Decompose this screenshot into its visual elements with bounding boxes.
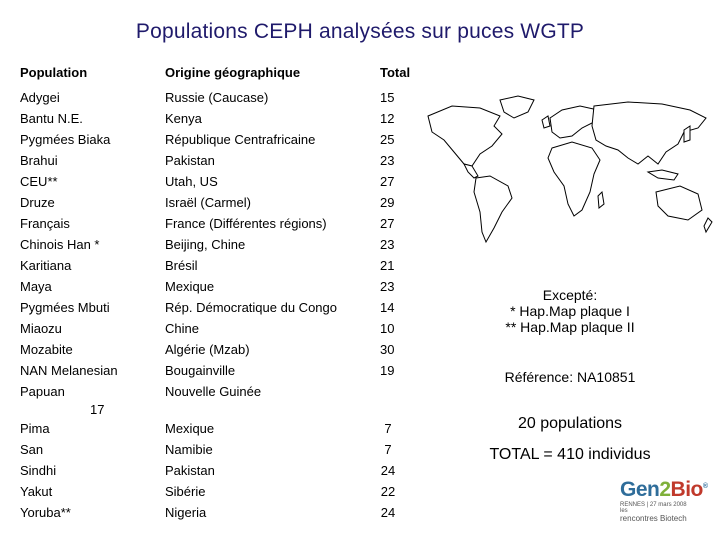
exception-plate-1: * Hap.Map plaque I — [510, 303, 630, 319]
origin-cell: Namibie — [165, 442, 213, 457]
logo-gen: Gen — [620, 478, 660, 501]
total-cell: 24 — [380, 505, 396, 520]
origin-cell: Algérie (Mzab) — [165, 342, 250, 357]
logo-line1: les — [620, 508, 628, 514]
origin-cell: Kenya — [165, 111, 202, 126]
population-cell: Sindhi — [20, 463, 57, 478]
exception-plate-2: ** Hap.Map plaque II — [505, 319, 635, 335]
gen2bio-logo — [620, 478, 716, 538]
origin-cell: République Centrafricaine — [165, 132, 316, 147]
logo-date: 27 mars 2008 — [649, 502, 687, 508]
total-cell: 25 — [380, 132, 395, 147]
exception-note — [470, 287, 670, 335]
population-cell: San — [20, 442, 44, 457]
header-population: Population — [20, 65, 88, 80]
population-cell: Karitiana — [20, 258, 72, 273]
stray-total: 17 — [90, 402, 105, 417]
origin-cell: Mexique — [165, 421, 215, 436]
origin-cell: Chine — [165, 321, 199, 336]
populations-count: 20 populations — [517, 415, 623, 432]
population-cell: Druze — [20, 195, 55, 210]
origin-cell: Brésil — [165, 258, 198, 273]
total-cell: 23 — [380, 237, 395, 252]
population-cell: Français — [20, 216, 70, 231]
origin-cell: France (Différentes régions) — [165, 216, 327, 231]
population-cell: Yakut — [20, 484, 53, 499]
total-cell: 15 — [380, 90, 395, 105]
population-cell: Adygei — [20, 90, 60, 105]
logo-bio: Bio — [670, 478, 703, 501]
total-cell: 23 — [380, 279, 395, 294]
logo-date-line: RENNES | 27 mars 2008 — [620, 502, 687, 508]
total-cell: 27 — [380, 216, 395, 231]
total-cell: 24 — [380, 463, 396, 478]
total-cell: 21 — [380, 258, 395, 273]
total-cell: 19 — [380, 363, 395, 378]
population-cell: CEU** — [20, 174, 58, 189]
logo-line2: rencontres Biotech — [620, 514, 687, 523]
origin-cell: Sibérie — [165, 484, 206, 499]
origin-cell: Pakistan — [165, 463, 215, 478]
origin-cell: Nigeria — [165, 505, 207, 520]
total-cell: 30 — [380, 342, 395, 357]
total-cell: 10 — [380, 321, 395, 336]
origin-cell: Beijing, Chine — [165, 237, 246, 252]
world-map-icon — [422, 92, 714, 252]
origin-cell: Mexique — [165, 279, 215, 294]
population-cell: Brahui — [20, 153, 58, 168]
total-cell: 27 — [380, 174, 395, 189]
origin-cell: Pakistan — [165, 153, 215, 168]
total-individuals: TOTAL = 410 individus — [489, 446, 651, 463]
population-cell: NAN Melanesian — [20, 363, 118, 378]
header-total: Total — [380, 65, 411, 80]
total-cell: 12 — [380, 111, 395, 126]
population-cell: Papuan — [20, 384, 65, 399]
population-cell: Yoruba** — [20, 505, 71, 520]
total-cell: 7 — [384, 442, 392, 457]
origin-cell: Rép. Démocratique du Congo — [165, 300, 337, 315]
total-cell: 22 — [380, 484, 396, 499]
population-cell: Chinois Han * — [20, 237, 100, 252]
population-cell: Pygmées Biaka — [20, 132, 111, 147]
logo-registered: ® — [702, 483, 708, 490]
origin-cell: Israël (Carmel) — [165, 195, 251, 210]
total-cell: 29 — [380, 195, 395, 210]
population-cell: Bantu N.E. — [20, 111, 83, 126]
population-cell: Mozabite — [20, 342, 73, 357]
origin-cell: Utah, US — [165, 174, 218, 189]
total-cell: 7 — [384, 421, 392, 436]
population-cell: Pima — [20, 421, 50, 436]
reference-note: Référence: NA10851 — [504, 369, 636, 385]
header-origin: Origine géographique — [165, 65, 301, 80]
logo-city: RENNES — [620, 502, 646, 508]
page-title: Populations CEPH analysées sur puces WGTP — [135, 20, 585, 43]
origin-cell: Bougainville — [165, 363, 236, 378]
population-cell: Pygmées Mbuti — [20, 300, 110, 315]
logo-two: 2 — [659, 478, 671, 501]
total-cell: 23 — [380, 153, 395, 168]
exception-title: Excepté: — [542, 287, 598, 303]
origin-cell: Nouvelle Guinée — [165, 384, 262, 399]
population-cell: Miaozu — [20, 321, 62, 336]
population-cell: Maya — [20, 279, 52, 294]
total-cell: 14 — [380, 300, 395, 315]
logo-wordmark — [620, 478, 716, 502]
origin-cell: Russie (Caucase) — [165, 90, 269, 105]
